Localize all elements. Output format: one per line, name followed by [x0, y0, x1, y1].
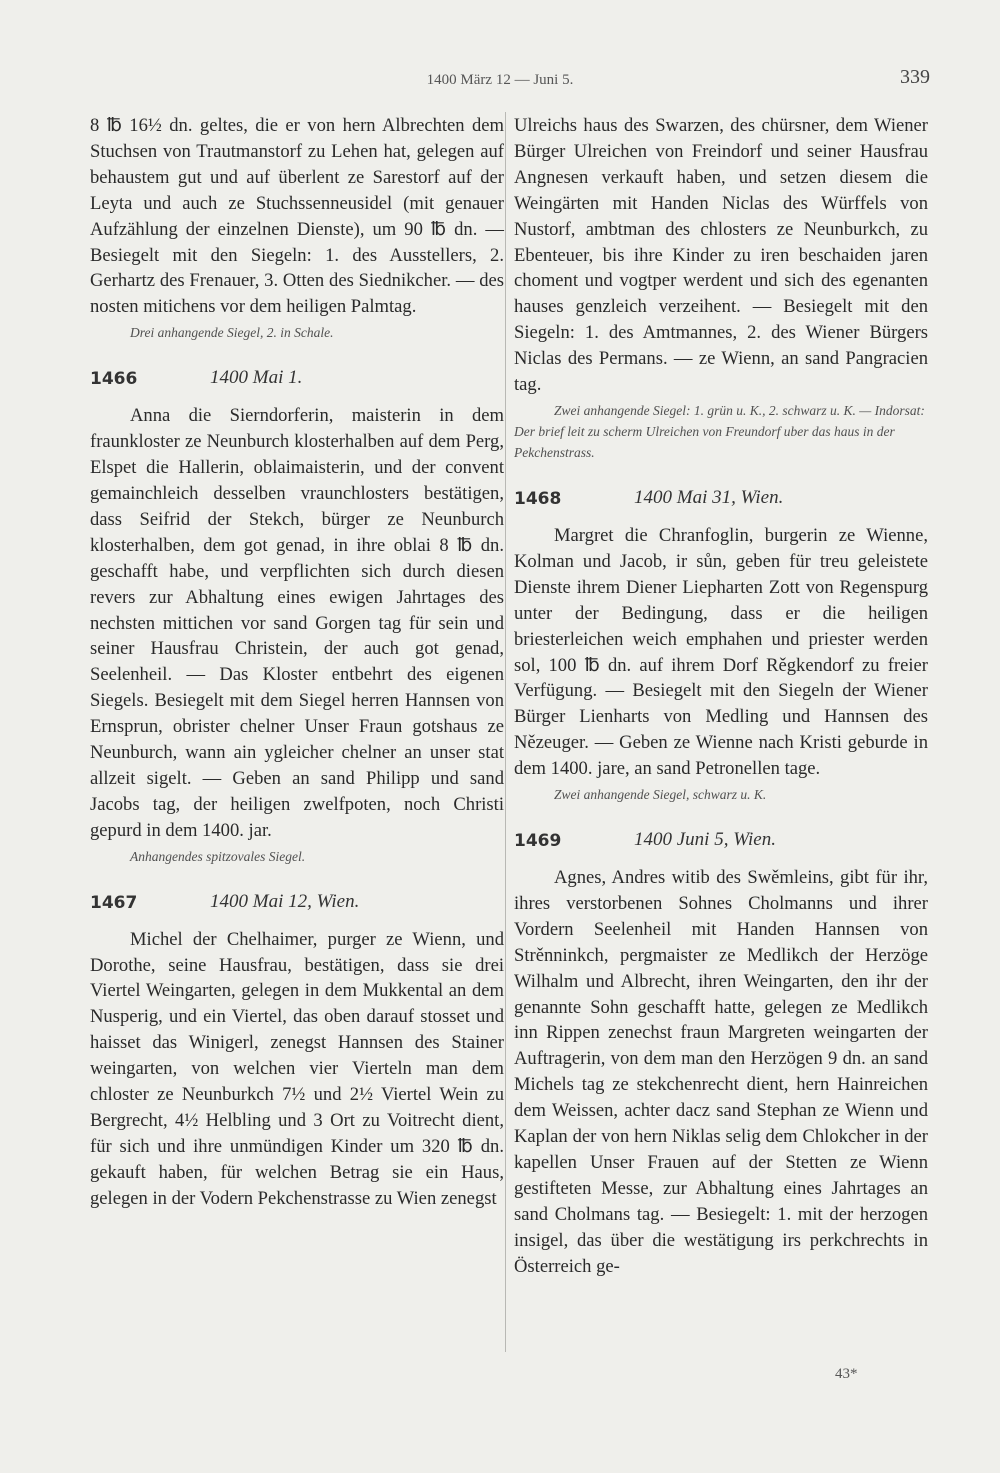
continued-entry-text: 8 ℔ 16½ dn. geltes, die er von hern Albrechten dem Stuchsen von Trautmanstorf zu Lehen hat, gelegen auf behaustem gut und auf überlent ze Sarestorf auf der Leyta und auch ze Stuchssenneusidel (mit genauer Aufzählung der einzelnen Dienste), um 90 ℔ dn. — Besiegelt mit den Siegeln: 1. des Ausstellers, 2. Gerhartz des Frenauer, 3. Otten des Siednikcher. — des nosten mitichens vor dem heiligen Palmtag. — [90, 115, 504, 318]
continued-entry-text: Ulreichs haus des Swarzen, des chürsner, dem Wiener Bürger Ulreichen von Freindorf und seiner Hausfrau Angnesen verkauft haben, und setzen diesem die Weingärten mit Handen Niclas des Würffels von Nustorf, ambtman des chlosters ze Neunburkch, zu Ebenteuer, bis ihre Kinder zu iren beschaiden jaren choment und vogtper werdent und sich des egenanten hauses genzleich verzeihent. — Besiegelt mit den Siegeln: 1. des Amtmannes, 2. des Wiener Bürgers Niclas des Permans. — ze Wienn, an sand Pangracien tag. — [514, 115, 928, 396]
entry-1469-text: Agnes, Andres witib des Swěmleins, gibt für ihr, ihres verstorbenen Sohnes Cholmanns und ihrer Vordern Seelenheil mit Handen Hannsen von Strěnninkch, pergmaister ze Medlikch der Herzöge Wilhalm und Albrecht, ihren Weingarten, den ihr der genannte Sohn geschafft hatte, gelegen ze Medlikch inn Rippen zenechst fraun Margreten weingarten der Auftragerin, von dem man den Herzögen 9 dn. an sand Michels tag ze stekchenrecht dient, hern Hainreichen dem Weissen, achter dacz sand Stephan ze Wienn und Kaplan der von hern Niklas selig dem Chlokcher in der kapellen Unser Frauen auf der Stetten ze Wienn gestifteten Messe, zur Abhaltung eines Jahrtages an sand Cholmans tag. — Besiegelt: 1. mit der herzogen insigel, das über die westätigung irs perkchrechts in Österreich ge- — [514, 867, 928, 1277]
entry-1468-text: Margret die Chranfoglin, burgerin ze Wienne, Kolman und Jacob, ir sůn, geben für treu geleistete Dienste ihrem Diener Liepharten Zott von Regenspurg unter der Bedingung, dass er die heiligen briesterleichen weich emphahen und priester werden sol, 100 ℔ dn. auf ihrem Dorf Rěgkendorf zu freier Verfügung. — Besiegelt mit den Siegeln der Wiener Bürger Lienharts von Medling und Hannsen des Nězeuger. — Geben ze Wienne nach Kristi geburde in dem 1400. jare, an sand Petronellen tage. — [514, 524, 928, 780]
entry-number: 1466 — [90, 369, 138, 390]
entry-1467-text: Michel der Chelhaimer, purger ze Wienn, und Dorothe, seine Hausfrau, bestätigen, dass sie drei Viertel Weingarten, gelegen in dem Mukkental an dem Nusperig, und ein Viertel, das oben darauf stosset und haisset das Winigerl, zenegst Hannsen des Stainer weingarten, von welchen vier Vierteln man dem chloster ze Neunburkch 7½ und 2½ Viertel Wein zu Bergrecht, 4½ Helbling und 3 Ort zu Voitrecht dient, für sich und ihre unmündigen Kinder um 320 ℔ dn. gekauft haben, für welchen Betrag sie ein Haus, gelegen in der Vodern Pekchenstrasse zu Wien zenegst — [90, 928, 504, 1209]
entry-date: 1400 Juni 5, Wien. — [634, 829, 776, 851]
right-column — [514, 113, 928, 1280]
entry-1466-seal-note: Anhangendes spitzovales Siegel. — [130, 848, 306, 864]
entry-number: 1468 — [514, 488, 562, 509]
running-head: 1400 März 12 — Juni 5. — [426, 72, 574, 88]
entry-1466-text: Anna die Sierndorferin, maisterin in dem fraunkloster ze Neunburch klosterhalben auf dem Perg, Elspet die Hallerin, oblaimaisterin, und der convent gemainchleich desselben vraunchlosters bestätigen, dass Seifrid der Stekch, bürger ze Neunburch klosterhalben, dem got genad, in ihre oblai 8 ℔ dn. geschafft habe, und verpflichten sich durch diesen revers zur Abhaltung eines ewigen Jahrtages des nechsten mittichen vor sand Gorgen tag für sein und seiner Hausfrau Christein, der auch got genad, Seelenheil. — Das Kloster entbehrt des eigenen Siegels. Besiegelt mit dem Siegel herren Hannsen von Ernsprun, obrister chelner Unser Fraun gotshaus ze Neunburch, wann ain ygleicher chelner an unser stat allzeit sigelt. — Geben an sand Philipp und sand Jacobs tag, der heiligen zwelfpoten, noch Christi gepurd in dem 1400. jar. — [90, 405, 504, 841]
continued-entry-seal-note: Zwei anhangende Siegel: 1. grün u. K., 2. schwarz u. K. — Indorsat: Der brief leit zu scherm Ulreichen von Freundorf uber das haus in der Pekchenstrass. — [514, 402, 925, 460]
entry-date: 1400 Mai 31, Wien. — [634, 486, 784, 508]
page-number: 339 — [900, 66, 930, 88]
entry-number: 1469 — [514, 831, 562, 852]
entry-1468-heading — [514, 487, 928, 517]
entry-number: 1467 — [90, 892, 138, 913]
entry-1466-heading — [90, 367, 504, 397]
entry-date: 1400 Mai 1. — [210, 367, 303, 389]
entry-1468-seal-note: Zwei anhangende Siegel, schwarz u. K. — [554, 787, 767, 803]
entry-1469-heading — [514, 829, 928, 859]
continued-entry-seal-note: Drei anhangende Siegel, 2. in Schale. — [130, 325, 334, 341]
entry-1467-heading — [90, 891, 504, 921]
entry-date: 1400 Mai 12, Wien. — [210, 890, 360, 912]
signature-mark: 43* — [835, 1366, 858, 1382]
column-divider — [505, 112, 506, 1352]
left-column — [90, 113, 504, 1212]
